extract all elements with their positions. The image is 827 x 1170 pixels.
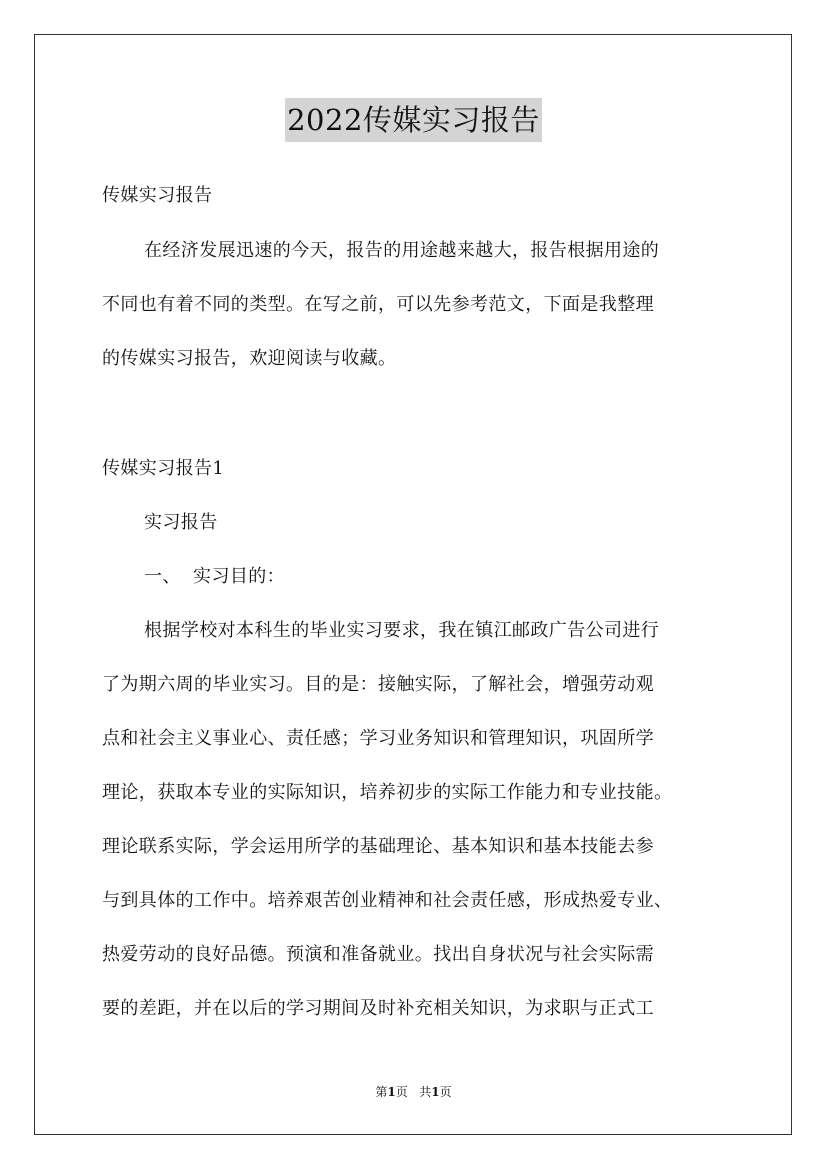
report-label: 实习报告 — [144, 512, 218, 533]
body-line: 了为期六周的毕业实习。目的是：接触实际，了解社会，增强劳动观 — [102, 674, 654, 695]
footer-page-number: 1 — [387, 1085, 396, 1099]
purpose-heading: 一、 实习目的： — [144, 566, 286, 587]
footer-total-prefix: 共 — [419, 1085, 432, 1099]
body-line: 热爱劳动的良好品德。预演和准备就业。找出自身状况与社会实际需 — [102, 944, 654, 965]
intro-line: 的传媒实习报告，欢迎阅读与收藏。 — [102, 348, 397, 369]
intro-line: 不同也有着不同的类型。在写之前，可以先参考范文，下面是我整理 — [102, 294, 654, 315]
page-footer — [0, 1083, 827, 1100]
footer-total-suffix: 页 — [439, 1085, 452, 1099]
body-line: 根据学校对本科生的毕业实习要求，我在镇江邮政广告公司进行 — [144, 620, 660, 641]
body-line: 理论联系实际，学会运用所学的基础理论、基本知识和基本技能去参 — [102, 836, 654, 857]
document-title: 2022传媒实习报告 — [285, 98, 542, 142]
subtitle: 传媒实习报告 — [102, 185, 213, 206]
body-line: 点和社会主义事业心、责任感；学习业务知识和管理知识，巩固所学 — [102, 728, 654, 749]
footer-page-prefix: 第 — [375, 1085, 388, 1099]
body-line: 理论，获取本专业的实际知识，培养初步的实际工作能力和专业技能。 — [102, 782, 673, 803]
footer-page-suffix: 页 — [395, 1085, 408, 1099]
title-container — [0, 98, 827, 142]
body-line: 要的差距，并在以后的学习期间及时补充相关知识，为求职与正式工 — [102, 998, 654, 1019]
section-heading: 传媒实习报告1 — [102, 458, 225, 479]
intro-line: 在经济发展迅速的今天，报告的用途越来越大，报告根据用途的 — [144, 240, 660, 261]
body-line: 与到具体的工作中。培养艰苦创业精神和社会责任感，形成热爱专业、 — [102, 890, 673, 911]
footer-total-number: 1 — [431, 1085, 440, 1099]
